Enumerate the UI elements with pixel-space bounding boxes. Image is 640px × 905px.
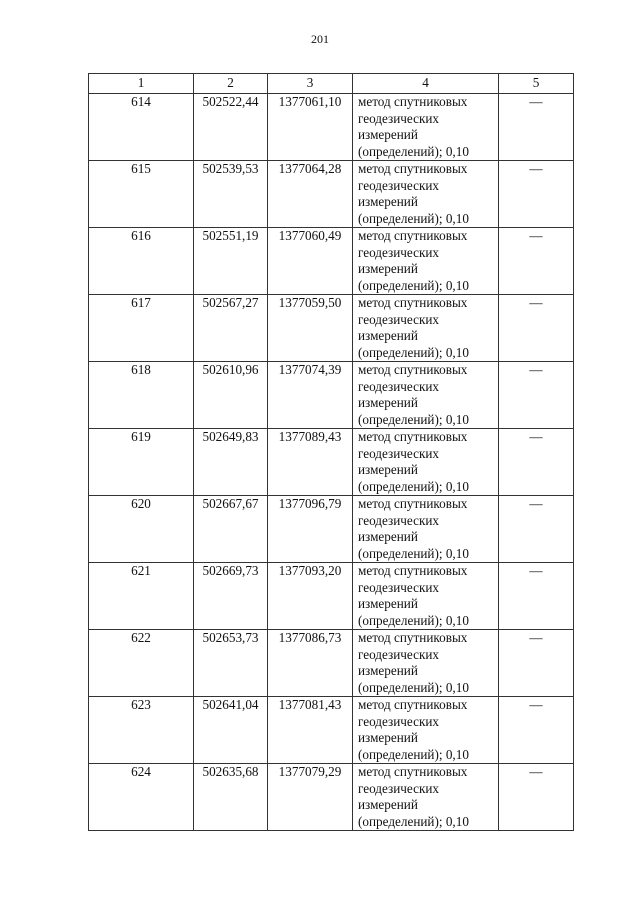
note-cell: — [499, 697, 574, 764]
y-coordinate-cell: 1377096,79 [268, 496, 353, 563]
y-coordinate-cell: 1377060,49 [268, 228, 353, 295]
table-row [89, 228, 574, 295]
coordinates-table [88, 73, 574, 831]
note-cell: — [499, 161, 574, 228]
point-number-cell: 615 [89, 161, 194, 228]
note-cell: — [499, 630, 574, 697]
point-number-cell: 616 [89, 228, 194, 295]
note-cell: — [499, 362, 574, 429]
method-cell: метод спутниковых геодезических измерений (определений); 0,10 [353, 630, 499, 697]
y-coordinate-cell: 1377061,10 [268, 94, 353, 161]
method-cell: метод спутниковых геодезических измерений (определений); 0,10 [353, 228, 499, 295]
method-cell: метод спутниковых геодезических измерений (определений); 0,10 [353, 496, 499, 563]
y-coordinate-cell: 1377081,43 [268, 697, 353, 764]
x-coordinate-cell: 502649,83 [194, 429, 268, 496]
header-cell: 2 [194, 74, 268, 94]
point-number-cell: 617 [89, 295, 194, 362]
x-coordinate-cell: 502641,04 [194, 697, 268, 764]
header-cell: 5 [499, 74, 574, 94]
table-row [89, 764, 574, 831]
note-cell: — [499, 764, 574, 831]
x-coordinate-cell: 502551,19 [194, 228, 268, 295]
method-cell: метод спутниковых геодезических измерений (определений); 0,10 [353, 429, 499, 496]
y-coordinate-cell: 1377086,73 [268, 630, 353, 697]
point-number-cell: 623 [89, 697, 194, 764]
table-row [89, 496, 574, 563]
method-cell: метод спутниковых геодезических измерений (определений); 0,10 [353, 161, 499, 228]
header-cell: 4 [353, 74, 499, 94]
point-number-cell: 614 [89, 94, 194, 161]
point-number-cell: 618 [89, 362, 194, 429]
y-coordinate-cell: 1377059,50 [268, 295, 353, 362]
note-cell: — [499, 94, 574, 161]
table-row [89, 630, 574, 697]
note-cell: — [499, 429, 574, 496]
method-cell: метод спутниковых геодезических измерений (определений); 0,10 [353, 697, 499, 764]
x-coordinate-cell: 502667,67 [194, 496, 268, 563]
point-number-cell: 622 [89, 630, 194, 697]
table-row [89, 161, 574, 228]
method-cell: метод спутниковых геодезических измерений (определений); 0,10 [353, 563, 499, 630]
point-number-cell: 621 [89, 563, 194, 630]
point-number-cell: 620 [89, 496, 194, 563]
y-coordinate-cell: 1377079,29 [268, 764, 353, 831]
x-coordinate-cell: 502539,53 [194, 161, 268, 228]
note-cell: — [499, 563, 574, 630]
header-cell: 1 [89, 74, 194, 94]
table-row [89, 94, 574, 161]
note-cell: — [499, 496, 574, 563]
table-row [89, 362, 574, 429]
x-coordinate-cell: 502610,96 [194, 362, 268, 429]
x-coordinate-cell: 502653,73 [194, 630, 268, 697]
method-cell: метод спутниковых геодезических измерений (определений); 0,10 [353, 295, 499, 362]
method-cell: метод спутниковых геодезических измерений (определений); 0,10 [353, 362, 499, 429]
method-cell: метод спутниковых геодезических измерений (определений); 0,10 [353, 764, 499, 831]
table-row [89, 563, 574, 630]
x-coordinate-cell: 502522,44 [194, 94, 268, 161]
point-number-cell: 619 [89, 429, 194, 496]
header-cell: 3 [268, 74, 353, 94]
y-coordinate-cell: 1377064,28 [268, 161, 353, 228]
x-coordinate-cell: 502669,73 [194, 563, 268, 630]
note-cell: — [499, 295, 574, 362]
table-row [89, 429, 574, 496]
y-coordinate-cell: 1377093,20 [268, 563, 353, 630]
x-coordinate-cell: 502635,68 [194, 764, 268, 831]
header-row [89, 74, 574, 94]
page-number: 201 [311, 32, 329, 46]
y-coordinate-cell: 1377089,43 [268, 429, 353, 496]
point-number-cell: 624 [89, 764, 194, 831]
table-row [89, 295, 574, 362]
method-cell: метод спутниковых геодезических измерений (определений); 0,10 [353, 94, 499, 161]
note-cell: — [499, 228, 574, 295]
table-row [89, 697, 574, 764]
y-coordinate-cell: 1377074,39 [268, 362, 353, 429]
x-coordinate-cell: 502567,27 [194, 295, 268, 362]
